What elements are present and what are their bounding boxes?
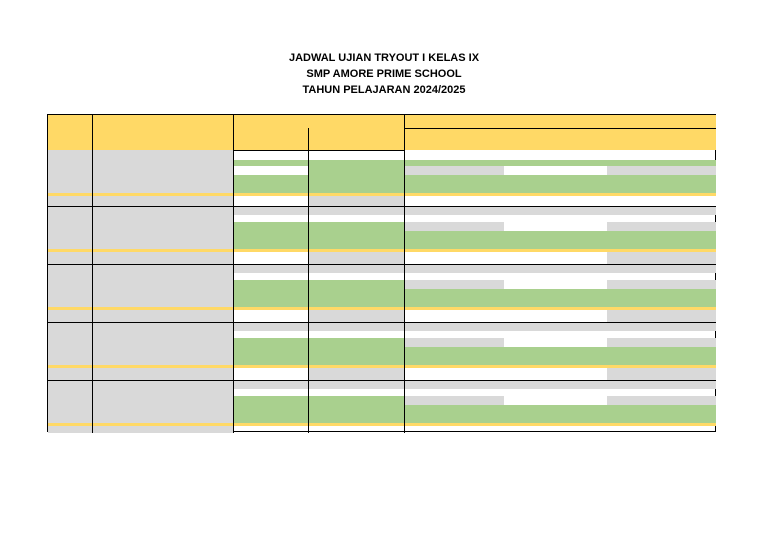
pengawas-cell [607,184,716,193]
ruang-band [233,323,716,331]
mapel-cell [308,184,404,193]
mapel-cell [308,166,404,175]
header-hari [92,128,233,148]
hari-cell [92,207,233,265]
waktu-cell [233,347,308,356]
mapel-cell [308,280,404,289]
waktu-cell [233,175,308,184]
pengawas-cell [607,414,716,423]
recess2-label [404,252,716,264]
waktu-cell [233,298,308,307]
pengawas-cell [607,222,716,231]
pengawas-cell [404,396,504,405]
recess2-label [404,310,716,322]
doc-title-line3: TAHUN PELAJARAN 2024/2025 [302,84,466,96]
recess1-label [404,175,716,184]
waktu-cell [233,428,308,440]
recess2-mapel [308,368,404,380]
mapel-cell [308,222,404,231]
no-cell [48,323,92,381]
pengawas-cell [607,240,716,249]
pengawas-cell [404,184,504,193]
yellow-divider [48,423,716,426]
recess1-label [404,347,716,356]
pengawas-cell [404,280,504,289]
waktu-cell [233,184,308,193]
header-ruang-1 [404,153,504,163]
recess2-label [404,428,716,440]
pengawas-cell [607,356,716,365]
header-waktu [233,145,308,159]
pengawas-cell [404,222,504,231]
pengawas-cell [504,298,607,307]
waktu-cell [233,166,308,175]
waktu-cell [233,289,308,298]
no-cell [48,207,92,265]
pengawas-cell [504,338,607,347]
recess2-label [404,368,716,380]
mapel-cell [308,240,404,249]
ruang-band [233,265,716,273]
pengawas-cell [404,356,504,365]
waktu-cell [233,310,308,322]
pengawas-cell [504,184,607,193]
waktu-cell [233,222,308,231]
doc-title-line2: SMP AMORE PRIME SCHOOL [306,68,462,80]
mapel-cell [308,396,404,405]
header-ruang-3 [607,153,716,163]
waktu-cell [233,252,308,264]
recess2-mapel [308,252,404,264]
header-ruang-2 [504,153,607,163]
header-pengawas [404,136,716,152]
pengawas-cell [504,414,607,423]
doc-title-line1: JADWAL UJIAN TRYOUT I KELAS IX [288,52,480,64]
mapel-cell [308,298,404,307]
recess1-label [404,405,716,414]
schedule-table [47,114,716,432]
waktu-cell [233,368,308,380]
ruang-band [233,207,716,215]
pengawas-cell [404,338,504,347]
header-top-band [404,115,716,128]
ruang-band [233,381,716,389]
hari-cell [92,150,233,207]
pengawas-cell [607,338,716,347]
grid-line [404,115,405,433]
pengawas-cell [607,396,716,405]
recess2-mapel [308,310,404,322]
waktu-cell [233,414,308,423]
hari-cell [92,323,233,381]
waktu-cell [233,405,308,414]
recess1-label [404,231,716,240]
pengawas-cell [504,222,607,231]
waktu-cell [233,396,308,405]
no-cell [48,265,92,323]
hari-cell [92,265,233,323]
pengawas-cell [504,240,607,249]
waktu-cell [233,338,308,347]
header-mapel [308,145,404,159]
pengawas-cell [404,298,504,307]
pengawas-cell [607,280,716,289]
waktu-cell [233,240,308,249]
pengawas-cell [404,414,504,423]
grid-line [308,128,309,433]
mapel-cell [308,414,404,423]
grid-line [92,115,93,433]
mapel-cell [308,338,404,347]
pengawas-cell [504,280,607,289]
no-cell [48,150,92,207]
pengawas-cell [504,356,607,365]
pengawas-cell [607,166,716,175]
recess1-label [404,289,716,298]
mapel-cell [308,356,404,365]
waktu-cell [233,280,308,289]
pengawas-cell [404,166,504,175]
pengawas-cell [504,166,607,175]
grid-line [404,128,716,129]
waktu-cell [233,231,308,240]
grid-line [233,115,234,433]
pengawas-cell [504,396,607,405]
pengawas-cell [404,240,504,249]
waktu-cell [233,356,308,365]
pengawas-cell [607,298,716,307]
